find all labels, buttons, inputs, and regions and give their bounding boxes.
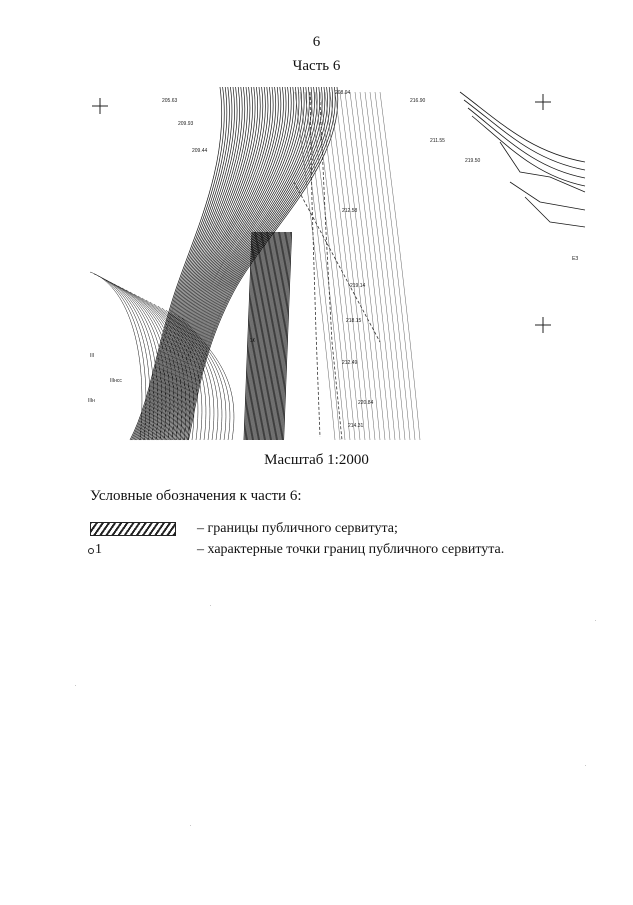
- crosshair-icon: [535, 317, 551, 333]
- svg-text:III: III: [90, 353, 95, 359]
- servitude-map: [80, 82, 600, 444]
- svg-text:ЕЗ: ЕЗ: [572, 256, 579, 262]
- svg-text:220.84: 220.84: [358, 400, 374, 406]
- scan-speck: [585, 765, 586, 766]
- scan-speck: [190, 825, 191, 826]
- svg-text:208.94: 208.94: [335, 90, 351, 96]
- crosshair-icon: [92, 98, 108, 114]
- legend-item-text: – границы публичного сервитута;: [197, 521, 398, 536]
- svg-text:216.90: 216.90: [410, 98, 426, 104]
- legend-item-text: – характерные точки границ публичного сервитута.: [197, 542, 505, 557]
- page-number: 6: [312, 34, 321, 50]
- crosshair-icon: [535, 94, 551, 110]
- contour-line: [300, 92, 340, 440]
- svg-text:209.44: 209.44: [192, 148, 208, 154]
- scale-label: Масштаб 1:2000: [264, 452, 369, 468]
- hatch-symbol-icon: [90, 522, 176, 536]
- svg-text:209.93: 209.93: [178, 121, 194, 127]
- legend-title: Условные обозначения к части 6:: [90, 488, 302, 504]
- contour-line: [150, 87, 261, 440]
- svg-text:IIIнсс: IIIнсс: [110, 378, 122, 384]
- point-symbol-number: 1: [95, 542, 102, 557]
- point-symbol-icon: [88, 541, 102, 559]
- svg-text:211.55: 211.55: [430, 138, 445, 144]
- legend-item-boundary: [90, 520, 550, 540]
- svg-text:IIIн: IIIн: [88, 398, 95, 404]
- svg-text:219.14: 219.14: [350, 283, 366, 289]
- contour-line: [106, 280, 158, 440]
- scan-speck: [210, 605, 211, 606]
- scan-speck: [75, 685, 76, 686]
- contour-line: [90, 272, 142, 440]
- servitude-boundary-hatch: [244, 232, 292, 440]
- scan-speck: [595, 620, 596, 621]
- svg-text:214.31: 214.31: [348, 423, 364, 429]
- svg-text:212.49: 212.49: [342, 360, 358, 366]
- svg-text:219.50: 219.50: [465, 158, 481, 164]
- svg-text:218.15: 218.15: [346, 318, 362, 324]
- legend-item-points: [90, 541, 550, 561]
- topographic-contours: [90, 87, 420, 440]
- svg-text:10: 10: [250, 338, 256, 344]
- part-title: Часть 6: [292, 58, 341, 74]
- svg-text:205.63: 205.63: [162, 98, 178, 104]
- svg-text:212.58: 212.58: [342, 208, 358, 214]
